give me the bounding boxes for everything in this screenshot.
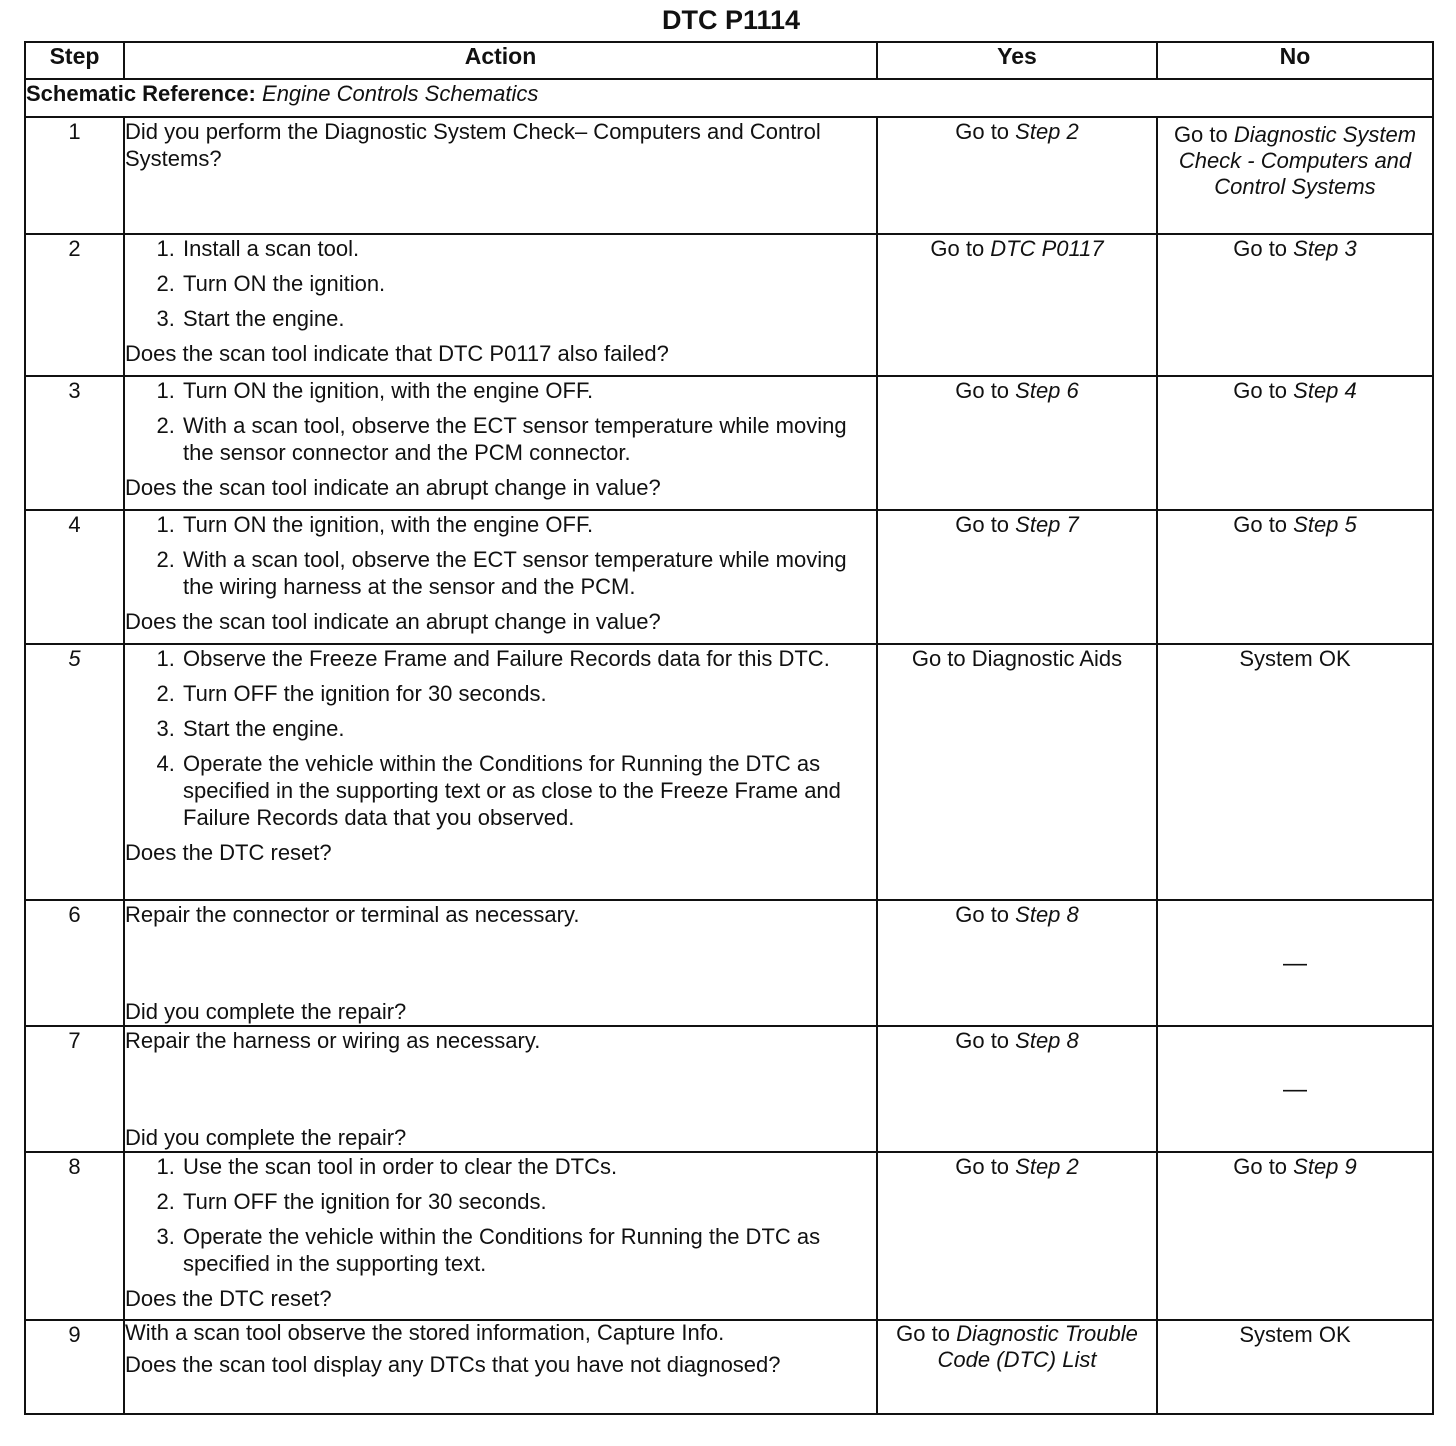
action-cell [124, 117, 877, 234]
no-cell: System OK [1157, 1320, 1433, 1414]
yes-cell: Go to Diagnostic Aids [877, 644, 1157, 900]
no-cell [1157, 117, 1433, 234]
action-question: Did you complete the repair? [125, 1125, 407, 1150]
yes-link[interactable]: Step 8 [1015, 1028, 1079, 1053]
yes-link[interactable]: Step 8 [1015, 902, 1079, 927]
step-number: 8 [25, 1152, 124, 1320]
yes-link[interactable]: Diagnostic Trouble Code (DTC) List [937, 1321, 1138, 1372]
no-cell [1157, 900, 1433, 1026]
procedure-item: 2. Turn OFF the ignition for 30 seconds. [181, 680, 876, 707]
action-cell [124, 1320, 877, 1414]
no-link[interactable]: Diagnostic System Check - Computers and Control Systems [1178, 122, 1417, 199]
step-number: 3 [25, 376, 124, 510]
no-cell [1157, 1026, 1433, 1152]
action-content [125, 1027, 876, 1151]
no-link[interactable]: Step 4 [1293, 378, 1357, 403]
no-prefix: Go to [1173, 122, 1234, 147]
action-cell [124, 1026, 877, 1152]
yes-prefix: Go to [955, 512, 1016, 537]
procedure-item: 1. Turn ON the ignition, with the engine OFF. [181, 511, 876, 538]
header-row [25, 42, 1433, 79]
procedure-item: 2. Turn OFF the ignition for 30 seconds. [181, 1188, 876, 1215]
table-row [25, 1320, 1433, 1414]
table-row [25, 510, 1433, 644]
table-row [25, 376, 1433, 510]
action-cell [124, 900, 877, 1026]
no-cell [1157, 234, 1433, 376]
action-content [125, 901, 876, 1025]
action-question: Does the scan tool indicate an abrupt change in value? [125, 609, 661, 634]
no-prefix: Go to [1233, 378, 1294, 403]
yes-cell [877, 376, 1157, 510]
action-cell [124, 234, 877, 376]
schematic-reference [25, 79, 1433, 117]
action-question: Does the scan tool display any DTCs that you have not diagnosed? [125, 1352, 781, 1377]
header-no: No [1157, 42, 1433, 79]
action-question: Did you perform the Diagnostic System Check– Computers and Control Systems? [125, 119, 821, 171]
procedure-list [125, 377, 876, 466]
yes-prefix: Go to [955, 1028, 1016, 1053]
procedure-list [125, 1153, 876, 1277]
table-row [25, 234, 1433, 376]
step-number: 6 [25, 900, 124, 1026]
action-question: Does the scan tool indicate that DTC P0117 also failed? [125, 341, 669, 366]
procedure-item: 1. Turn ON the ignition, with the engine OFF. [181, 377, 876, 404]
procedure-item: 1. Observe the Freeze Frame and Failure Records data for this DTC. [181, 645, 876, 672]
action-question: Does the scan tool indicate an abrupt change in value? [125, 475, 661, 500]
yes-link[interactable]: Step 2 [1015, 119, 1079, 144]
step-number: 2 [25, 234, 124, 376]
table-row [25, 1026, 1433, 1152]
yes-cell [877, 117, 1157, 234]
schematic-reference-row [25, 79, 1433, 117]
action-question: Does the DTC reset? [125, 840, 332, 865]
action-instruction: With a scan tool observe the stored information, Capture Info. [125, 1320, 725, 1345]
step-number: 1 [25, 117, 124, 234]
yes-prefix: Go to [896, 1321, 957, 1346]
step-number: 7 [25, 1026, 124, 1152]
action-question: Does the DTC reset? [125, 1286, 332, 1311]
yes-prefix: Go to [955, 902, 1016, 927]
procedure-item: 2. With a scan tool, observe the ECT sensor temperature while moving the wiring harness at the sensor and the PCM. [181, 546, 876, 600]
yes-cell [877, 1320, 1157, 1414]
action-cell [124, 510, 877, 644]
procedure-list [125, 645, 876, 831]
table-row [25, 900, 1433, 1026]
document-title: DTC P1114 [661, 5, 801, 35]
no-cell [1157, 376, 1433, 510]
schematic-label: Schematic Reference: [26, 81, 256, 106]
procedure-item: 2. Turn ON the ignition. [181, 270, 876, 297]
no-link[interactable]: Step 3 [1293, 236, 1357, 261]
no-link[interactable]: Step 9 [1293, 1154, 1357, 1179]
procedure-item: 4. Operate the vehicle within the Conditions for Running the DTC as specified in the supporting text or as close to the Freeze Frame and Failure Records data that you observed. [181, 750, 876, 831]
action-cell [124, 1152, 877, 1320]
no-prefix: Go to [1233, 1154, 1294, 1179]
no-dash: — [1283, 1075, 1307, 1103]
yes-link[interactable]: Step 7 [1015, 512, 1079, 537]
yes-cell [877, 1152, 1157, 1320]
dtc-table [24, 41, 1434, 1415]
step-number: 4 [25, 510, 124, 644]
header-action: Action [124, 42, 877, 79]
yes-prefix: Go to [955, 119, 1016, 144]
header-step: Step [25, 42, 124, 79]
yes-prefix: Go to [955, 1154, 1016, 1179]
no-prefix: Go to [1233, 236, 1294, 261]
action-instruction: Repair the connector or terminal as necessary. [125, 902, 580, 927]
yes-link[interactable]: Step 6 [1015, 378, 1079, 403]
procedure-list [125, 511, 876, 600]
header-yes: Yes [877, 42, 1157, 79]
step-number: 5 [25, 644, 124, 900]
step-number: 9 [25, 1320, 124, 1414]
procedure-item: 3. Operate the vehicle within the Conditions for Running the DTC as specified in the supporting text. [181, 1223, 876, 1277]
procedure-item: 3. Start the engine. [181, 715, 876, 742]
yes-prefix: Go to [955, 378, 1016, 403]
yes-prefix: Go to [930, 236, 991, 261]
procedure-list [125, 235, 876, 332]
schematic-link[interactable]: Engine Controls Schematics [262, 81, 539, 106]
procedure-item: 1. Use the scan tool in order to clear the DTCs. [181, 1153, 876, 1180]
table-row [25, 1152, 1433, 1320]
no-cell [1157, 1152, 1433, 1320]
no-link[interactable]: Step 5 [1293, 512, 1357, 537]
action-cell [124, 644, 877, 900]
table-row [25, 644, 1433, 900]
yes-cell [877, 234, 1157, 376]
action-instruction: Repair the harness or wiring as necessary. [125, 1028, 541, 1053]
no-dash: — [1283, 949, 1307, 977]
procedure-item: 2. With a scan tool, observe the ECT sensor temperature while moving the sensor connector and the PCM connector. [181, 412, 876, 466]
action-question: Did you complete the repair? [125, 999, 407, 1024]
no-cell: System OK [1157, 644, 1433, 900]
yes-link[interactable]: Step 2 [1015, 1154, 1079, 1179]
no-cell [1157, 510, 1433, 644]
action-cell [124, 376, 877, 510]
procedure-item: 1. Install a scan tool. [181, 235, 876, 262]
procedure-item: 3. Start the engine. [181, 305, 876, 332]
yes-cell [877, 1026, 1157, 1152]
yes-cell [877, 510, 1157, 644]
yes-cell [877, 900, 1157, 1026]
yes-link[interactable]: DTC P0117 [990, 236, 1104, 261]
no-prefix: Go to [1233, 512, 1294, 537]
table-row [25, 117, 1433, 234]
